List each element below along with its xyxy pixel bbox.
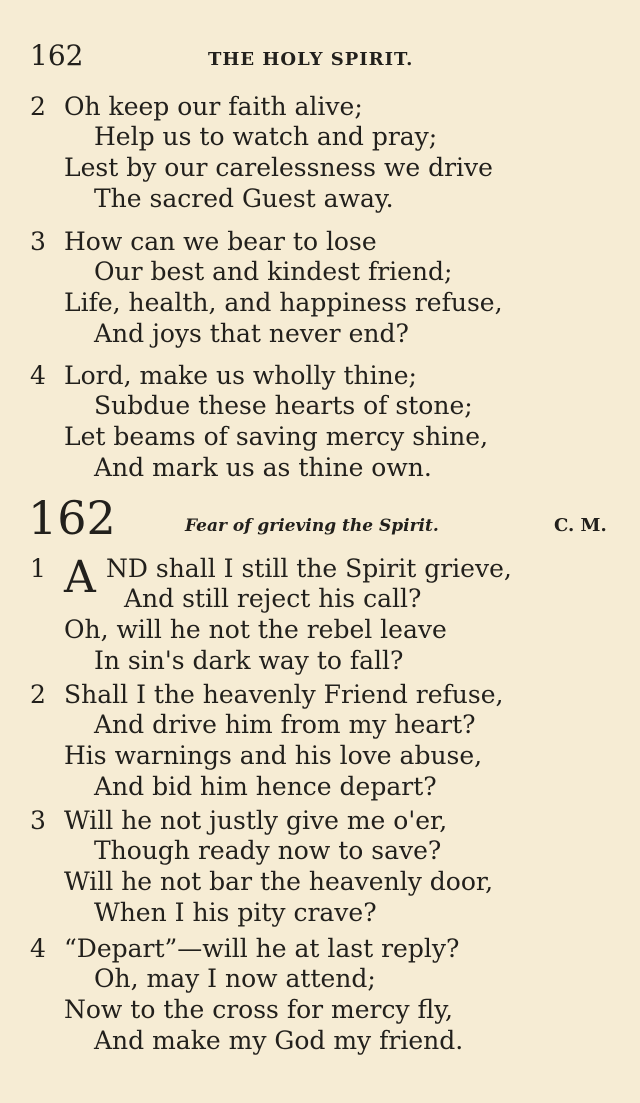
hymn-stanza-2	[30, 680, 620, 804]
verse-line: ND shall I still the Spirit grieve,	[106, 554, 512, 583]
verse-line: Will he not bar the heavenly door,	[64, 867, 494, 896]
verse-line: Oh, may I now attend;	[94, 964, 376, 993]
verse-number: 4	[30, 361, 46, 390]
verse-line: When I his pity crave?	[94, 898, 377, 927]
verse-line: Oh, will he not the rebel leave	[64, 615, 447, 644]
verse-line: His warnings and his love abuse,	[64, 741, 483, 770]
hymn-stanza-4	[30, 934, 620, 1058]
page-number: 162	[30, 39, 84, 72]
prev-stanza-3	[30, 227, 620, 351]
hymn-title: Fear of grieving the Spirit.	[185, 516, 439, 536]
verse-line: How can we bear to lose	[64, 227, 377, 256]
verse-line: And still reject his call?	[124, 584, 422, 613]
running-title: THE HOLY SPIRIT.	[208, 49, 414, 70]
verse-line: And bid him hence depart?	[94, 772, 437, 801]
hymn-heading	[28, 492, 618, 548]
verse-line: Now to the cross for mercy fly,	[64, 995, 453, 1024]
verse-number: 3	[30, 227, 46, 256]
verse-line: And mark us as thine own.	[94, 453, 432, 482]
verse-line: Lest by our carelessness we drive	[64, 153, 493, 182]
verse-line: “Depart”—will he at last reply?	[64, 934, 460, 963]
verse-line: Help us to watch and pray;	[94, 122, 438, 151]
verse-line: And joys that never end?	[94, 319, 409, 348]
verse-line: And make my God my friend.	[94, 1026, 464, 1055]
verse-line: Our best and kindest friend;	[94, 257, 453, 286]
verse-number: 3	[30, 806, 46, 835]
verse-line: Subdue these hearts of stone;	[94, 391, 473, 420]
verse-line: And drive him from my heart?	[94, 710, 476, 739]
hymn-meter: C. M.	[554, 515, 607, 536]
prev-stanza-2	[30, 92, 620, 216]
verse-number: 2	[30, 92, 46, 121]
verse-number: 2	[30, 680, 46, 709]
drop-cap: A	[64, 552, 96, 603]
verse-line: The sacred Guest away.	[94, 184, 394, 213]
verse-line: Though ready now to save?	[94, 836, 442, 865]
verse-line: Let beams of saving mercy shine,	[64, 422, 489, 451]
verse-line: Shall I the heavenly Friend refuse,	[64, 680, 504, 709]
verse-line: Oh keep our faith alive;	[64, 92, 363, 121]
hymn-stanza-1	[30, 554, 620, 678]
hymn-stanza-3	[30, 806, 620, 930]
hymn-number: 162	[28, 491, 116, 545]
verse-line: Life, health, and happiness refuse,	[64, 288, 503, 317]
page-header	[30, 40, 610, 76]
verse-line: Will he not justly give me o'er,	[64, 806, 448, 835]
verse-number: 4	[30, 934, 46, 963]
verse-number: 1	[30, 554, 46, 583]
prev-stanza-4	[30, 361, 620, 485]
verse-line: In sin's dark way to fall?	[94, 646, 404, 675]
verse-line: Lord, make us wholly thine;	[64, 361, 417, 390]
